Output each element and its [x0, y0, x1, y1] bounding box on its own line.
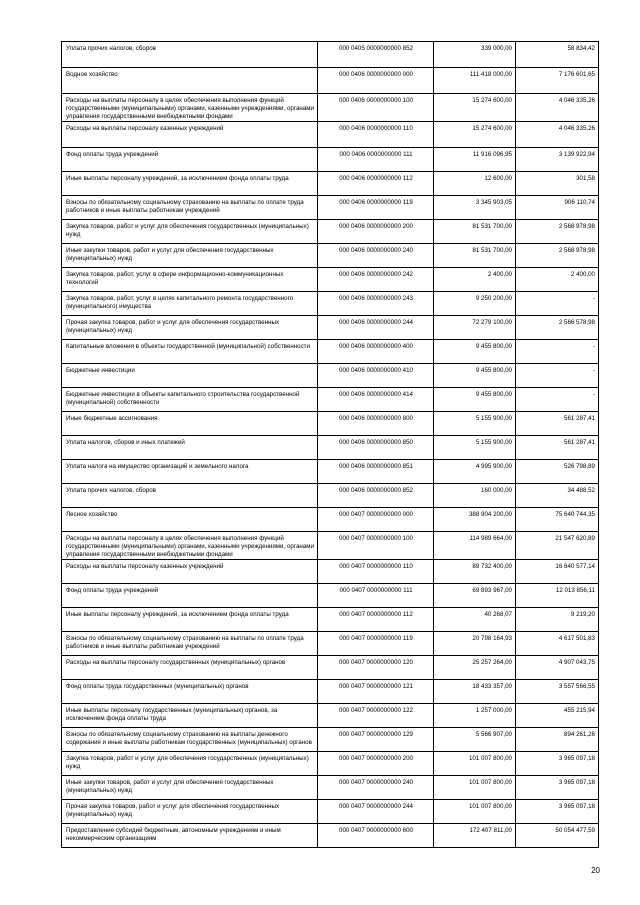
approved-amount-cell: 1 257 000,00: [434, 704, 516, 728]
approved-amount-cell: 9 455 800,00: [434, 364, 516, 388]
budget-code-cell: 000 0406 0000000000 240: [318, 244, 434, 268]
budget-code-cell: 000 0406 0000000000 100: [318, 94, 434, 122]
table-row: [62, 340, 599, 364]
executed-amount-cell: 455 215,94: [516, 704, 599, 728]
table-row: [62, 436, 599, 460]
table-row: [62, 364, 599, 388]
budget-code-cell: 000 0406 0000000000 850: [318, 436, 434, 460]
table-body: [62, 42, 599, 848]
expense-name-cell: Предоставление субсидий бюджетным, автономным учреждениям и иным некоммерческим организациям: [62, 824, 318, 848]
table-row: [62, 292, 599, 316]
approved-amount-cell: 15 274 600,00: [434, 94, 516, 122]
table-row: [62, 632, 599, 656]
expense-name-cell: Закупка товаров, работ и услуг для обеспечения государственных (муниципальных) нужд: [62, 220, 318, 244]
executed-amount-cell: 21 547 620,89: [516, 532, 599, 560]
executed-amount-cell: 2 400,00: [516, 268, 599, 292]
executed-amount-cell: 4 907 043,75: [516, 656, 599, 680]
budget-code-cell: 000 0407 0000000000 100: [318, 532, 434, 560]
budget-code-cell: 000 0405 0000000000 852: [318, 42, 434, 68]
approved-amount-cell: 111 418 000,00: [434, 68, 516, 94]
budget-code-cell: 000 0407 0000000000 119: [318, 632, 434, 656]
budget-code-cell: 000 0407 0000000000 112: [318, 608, 434, 632]
table-row: [62, 560, 599, 584]
table-row: [62, 68, 599, 94]
executed-amount-cell: 4 046 335,26: [516, 94, 599, 122]
approved-amount-cell: 339 000,00: [434, 42, 516, 68]
table-row: [62, 460, 599, 484]
budget-code-cell: 000 0407 0000000000 200: [318, 752, 434, 776]
budget-code-cell: 000 0407 0000000000 244: [318, 800, 434, 824]
table-row: [62, 608, 599, 632]
expense-name-cell: Расходы на выплаты персоналу в целях обеспечения выполнения функций государственными (муниципальными) органами, казенными учреждениями, органами управления государственными внебюджетными фондами: [62, 94, 318, 122]
executed-amount-cell: 3 557 566,55: [516, 680, 599, 704]
table-row: [62, 656, 599, 680]
expense-name-cell: Иные выплаты персоналу учреждений, за исключением фонда оплаты труда: [62, 172, 318, 196]
expense-name-cell: Закупка товаров, работ и услуг для обеспечения государственных (муниципальных) нужд: [62, 752, 318, 776]
expense-name-cell: Лесное хозяйство: [62, 508, 318, 532]
approved-amount-cell: 81 531 700,00: [434, 244, 516, 268]
budget-code-cell: 000 0406 0000000000 112: [318, 172, 434, 196]
expense-name-cell: Водное хозяйство: [62, 68, 318, 94]
approved-amount-cell: 101 007 800,00: [434, 752, 516, 776]
approved-amount-cell: 9 250 200,00: [434, 292, 516, 316]
table-row: [62, 268, 599, 292]
budget-code-cell: 000 0406 0000000000 244: [318, 316, 434, 340]
approved-amount-cell: 72 279 100,00: [434, 316, 516, 340]
executed-amount-cell: 906 110,74: [516, 196, 599, 220]
approved-amount-cell: 101 007 800,00: [434, 776, 516, 800]
executed-amount-cell: 2 568 978,98: [516, 220, 599, 244]
expense-name-cell: Расходы на выплаты персоналу казенных учреждений: [62, 122, 318, 148]
budget-code-cell: 000 0407 0000000000 000: [318, 508, 434, 532]
expense-name-cell: Уплата налогов, сборов и иных платежей: [62, 436, 318, 460]
table-row: [62, 412, 599, 436]
expense-name-cell: Уплата налога на имущество организаций и земельного налога: [62, 460, 318, 484]
table-row: [62, 316, 599, 340]
budget-code-cell: 000 0406 0000000000 852: [318, 484, 434, 508]
budget-code-cell: 000 0406 0000000000 410: [318, 364, 434, 388]
budget-expenditure-table: [61, 41, 599, 848]
budget-code-cell: 000 0407 0000000000 240: [318, 776, 434, 800]
approved-amount-cell: 9 455 800,00: [434, 388, 516, 412]
expense-name-cell: Иные выплаты персоналу государственных (муниципальных) органов, за исключением фонда оплаты труда: [62, 704, 318, 728]
executed-amount-cell: 4 617 501,83: [516, 632, 599, 656]
table-row: [62, 584, 599, 608]
budget-code-cell: 000 0406 0000000000 242: [318, 268, 434, 292]
executed-amount-cell: 561 287,41: [516, 412, 599, 436]
table-row: [62, 42, 599, 68]
expense-name-cell: Уплата прочих налогов, сборов: [62, 484, 318, 508]
executed-amount-cell: 50 054 477,59: [516, 824, 599, 848]
approved-amount-cell: 114 989 664,00: [434, 532, 516, 560]
budget-code-cell: 000 0406 0000000000 200: [318, 220, 434, 244]
executed-amount-cell: 3 139 922,94: [516, 148, 599, 172]
expense-name-cell: Взносы по обязательному социальному страхованию на выплаты денежного содержания и иные выплаты работникам государственных (муниципальных) органов: [62, 728, 318, 752]
expense-name-cell: Иные закупки товаров, работ и услуг для обеспечения государственных (муниципальных) нужд: [62, 776, 318, 800]
executed-amount-cell: 16 640 577,14: [516, 560, 599, 584]
expense-name-cell: Закупка товаров, работ, услуг в сфере информационно-коммуникационных технологий: [62, 268, 318, 292]
budget-code-cell: 000 0407 0000000000 129: [318, 728, 434, 752]
approved-amount-cell: 18 433 357,00: [434, 680, 516, 704]
executed-amount-cell: 561 287,41: [516, 436, 599, 460]
approved-amount-cell: 2 400,00: [434, 268, 516, 292]
expense-name-cell: Расходы на выплаты персоналу в целях обеспечения выполнения функций государственными (муниципальными) органами, казенными учреждениями, органами управления государственными внебюджетными фондами: [62, 532, 318, 560]
table-row: [62, 824, 599, 848]
executed-amount-cell: 894 261,26: [516, 728, 599, 752]
table-row: [62, 388, 599, 412]
expense-name-cell: Иные закупки товаров, работ и услуг для обеспечения государственных (муниципальных) нужд: [62, 244, 318, 268]
budget-code-cell: 000 0407 0000000000 122: [318, 704, 434, 728]
budget-code-cell: 000 0407 0000000000 600: [318, 824, 434, 848]
approved-amount-cell: 69 893 967,00: [434, 584, 516, 608]
executed-amount-cell: 2 566 578,98: [516, 316, 599, 340]
executed-amount-cell: 301,58: [516, 172, 599, 196]
approved-amount-cell: 5 155 900,00: [434, 436, 516, 460]
table-row: [62, 680, 599, 704]
executed-amount-cell: -: [516, 292, 599, 316]
expense-name-cell: Уплата прочих налогов, сборов: [62, 42, 318, 68]
table-row: [62, 800, 599, 824]
expense-name-cell: Прочая закупка товаров, работ и услуг для обеспечения государственных (муниципальных) нужд: [62, 800, 318, 824]
table-row: [62, 244, 599, 268]
executed-amount-cell: -: [516, 340, 599, 364]
expense-name-cell: Закупка товаров, работ, услуг в целях капитального ремонта государственного (муниципального) имущества: [62, 292, 318, 316]
approved-amount-cell: 11 916 096,95: [434, 148, 516, 172]
expense-name-cell: Фонд оплаты труда государственных (муниципальных) органов: [62, 680, 318, 704]
budget-code-cell: 000 0406 0000000000 110: [318, 122, 434, 148]
executed-amount-cell: -: [516, 388, 599, 412]
approved-amount-cell: 81 531 700,00: [434, 220, 516, 244]
executed-amount-cell: 3 965 097,18: [516, 776, 599, 800]
budget-code-cell: 000 0407 0000000000 111: [318, 584, 434, 608]
expense-name-cell: Бюджетные инвестиции в объекты капитального строительства государственной (муниципальной) собственности: [62, 388, 318, 412]
approved-amount-cell: 15 274 600,00: [434, 122, 516, 148]
executed-amount-cell: 12 013 856,11: [516, 584, 599, 608]
table-row: [62, 532, 599, 560]
expense-name-cell: Фонд оплаты труда учреждений: [62, 584, 318, 608]
expense-name-cell: Иные выплаты персоналу учреждений, за исключением фонда оплаты труда: [62, 608, 318, 632]
executed-amount-cell: 75 640 744,35: [516, 508, 599, 532]
table-row: [62, 148, 599, 172]
table-row: [62, 94, 599, 122]
budget-code-cell: 000 0406 0000000000 851: [318, 460, 434, 484]
table-row: [62, 776, 599, 800]
executed-amount-cell: 3 965 097,18: [516, 752, 599, 776]
expense-name-cell: Фонд оплаты труда учреждений: [62, 148, 318, 172]
expense-name-cell: Капитальные вложения в объекты государственной (муниципальной) собственности: [62, 340, 318, 364]
approved-amount-cell: 9 455 800,00: [434, 340, 516, 364]
budget-code-cell: 000 0407 0000000000 120: [318, 656, 434, 680]
approved-amount-cell: 25 257 264,00: [434, 656, 516, 680]
approved-amount-cell: 40 268,07: [434, 608, 516, 632]
executed-amount-cell: 58 834,42: [516, 42, 599, 68]
table-row: [62, 196, 599, 220]
expense-name-cell: Иные бюджетные ассигнования: [62, 412, 318, 436]
executed-amount-cell: 7 176 601,65: [516, 68, 599, 94]
table-row: [62, 122, 599, 148]
expense-name-cell: Прочая закупка товаров, работ и услуг для обеспечения государственных (муниципальных) нужд: [62, 316, 318, 340]
executed-amount-cell: 9 219,20: [516, 608, 599, 632]
expense-name-cell: Взносы по обязательному социальному страхованию на выплаты по оплате труда работников и иные выплаты работникам учреждений: [62, 196, 318, 220]
executed-amount-cell: 4 046 335,26: [516, 122, 599, 148]
budget-code-cell: 000 0406 0000000000 243: [318, 292, 434, 316]
approved-amount-cell: 172 407 811,00: [434, 824, 516, 848]
expense-name-cell: Бюджетные инвестиции: [62, 364, 318, 388]
table-row: [62, 172, 599, 196]
table-row: [62, 508, 599, 532]
approved-amount-cell: 160 000,00: [434, 484, 516, 508]
approved-amount-cell: 20 798 164,93: [434, 632, 516, 656]
table-row: [62, 704, 599, 728]
approved-amount-cell: 388 904 200,00: [434, 508, 516, 532]
approved-amount-cell: 3 345 903,05: [434, 196, 516, 220]
table-row: [62, 728, 599, 752]
expense-name-cell: Взносы по обязательному социальному страхованию на выплаты по оплате труда работников и иные выплаты работникам учреждений: [62, 632, 318, 656]
budget-code-cell: 000 0406 0000000000 119: [318, 196, 434, 220]
budget-code-cell: 000 0406 0000000000 000: [318, 68, 434, 94]
budget-code-cell: 000 0407 0000000000 110: [318, 560, 434, 584]
budget-code-cell: 000 0406 0000000000 800: [318, 412, 434, 436]
table-row: [62, 220, 599, 244]
executed-amount-cell: 526 798,89: [516, 460, 599, 484]
budget-code-cell: 000 0406 0000000000 414: [318, 388, 434, 412]
executed-amount-cell: 2 568 978,98: [516, 244, 599, 268]
approved-amount-cell: 4 995 900,00: [434, 460, 516, 484]
expense-name-cell: Расходы на выплаты персоналу государственных (муниципальных) органов: [62, 656, 318, 680]
approved-amount-cell: 5 155 900,00: [434, 412, 516, 436]
expense-name-cell: Расходы на выплаты персоналу казенных учреждений: [62, 560, 318, 584]
executed-amount-cell: 34 488,52: [516, 484, 599, 508]
approved-amount-cell: 101 007 800,00: [434, 800, 516, 824]
approved-amount-cell: 12 600,00: [434, 172, 516, 196]
approved-amount-cell: 5 566 907,00: [434, 728, 516, 752]
budget-code-cell: 000 0406 0000000000 400: [318, 340, 434, 364]
budget-code-cell: 000 0407 0000000000 121: [318, 680, 434, 704]
budget-code-cell: 000 0406 0000000000 111: [318, 148, 434, 172]
executed-amount-cell: 3 965 097,18: [516, 800, 599, 824]
executed-amount-cell: -: [516, 364, 599, 388]
approved-amount-cell: 89 732 400,00: [434, 560, 516, 584]
table-row: [62, 484, 599, 508]
table-row: [62, 752, 599, 776]
page-number: 20: [591, 866, 600, 875]
